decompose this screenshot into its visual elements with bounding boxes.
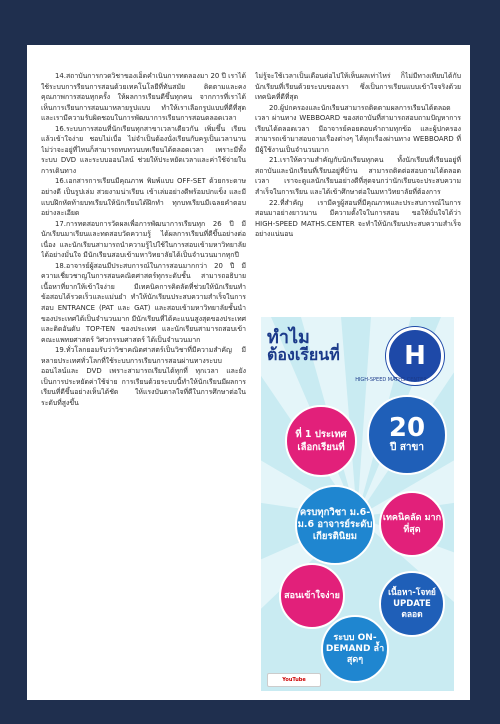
bubble-on-demand-text: ระบบ ON-DEMAND ล้ำสุดๆ: [325, 632, 385, 665]
left-text-column: [41, 71, 246, 699]
paragraph-16b: 16.เอกสารการเรียนมีคุณภาพ พิมพ์แบบ OFF-SET ด้วยกระดาษอย่างดี เป็นรูปเล่ม สวยงามน่าเรียน เข้าเล่มอย่างดีพร้อมปกแข็ง และมีแบบฝึกหัดท้ายบทเรียนให้นักเรียนได้ฝึกทำ ทุกบทเรียนมีเฉลยคำตอบอย่างละเอียด: [41, 177, 246, 218]
paragraph-continued: ไม่รู้จะใช้เวลาเป็นเดือนต่อไปให้เห็นผลเท่าไหร่ ก็ไม่มีทางเทียบได้กับนักเรียนที่เรียนด้วยระบบของเรา ซึ่งเป็นการเรียนแบบเข้าใจจริงด้วยเทคนิคที่ดีที่สุด: [255, 72, 461, 102]
bubble-number-one: [285, 405, 357, 477]
paragraph-20: 20.ผู้ปกครองและนักเรียนสามารถติดตามผลการเรียนได้ตลอดเวลา ผ่านทาง WEBBOARD ของสถาบันที่สามารถสอบถามปัญหาการเรียนได้ตลอดเวลา มีอาจารย์คอยตอบคำถามทุกข้อ และผู้ปกครองสามารถเข้ามาสอบถามเรื่องต่างๆ ได้ทุกเรื่องผ่านทาง WEBBOARD ที่มีผู้ใช้งานเป็นจำนวนมาก: [255, 103, 461, 154]
advertisement: [261, 317, 454, 691]
youtube-logo: [267, 673, 321, 687]
logo-letter: H: [404, 341, 426, 371]
document-page: [27, 45, 470, 700]
bubble-shortcut-text: เทคนิคลัด มากที่สุด: [382, 513, 442, 535]
bubble-easy-text: สอนเข้าใจง่าย: [284, 591, 340, 601]
ad-title: [267, 329, 340, 363]
bubble-update: [379, 571, 445, 637]
paragraph-19: 19.ทั่วโลกยอมรับว่าวิชาคณิตศาสตร์เป็นวิชาที่มีความสำคัญ มีหลายประเทศทั่วโลกที่ใช้ระบบการเรียนการสอนผ่านทางระบบออนไลน์และ DVD เพราะสามารถเรียนได้ทุกที่ ทุกเวลา และยังเป็นการประหยัดค่าใช้จ่าย การเรียนด้วยระบบนี้ทำให้นักเรียนมีผลการเรียนที่ดีขึ้นอย่างเห็นได้ชัด ให้แรงบันดาลใจที่ดีในการศึกษาต่อในระดับที่สูงขึ้น: [41, 346, 246, 407]
paragraph-14: 14.สถาบันการกวดวิชาของเอ็ดคำเนินการทดลองมา 20 ปี เราได้ใช้ระบบการรียนการสอนด้วยเทคโนโลยีที่ทันสมัย ติดตามและคงคุณภาพการสอนทุกครั้ง ให้ผลการเรียนดีขึ้นทุกคน จากการที่เราได้เห็นการเรียนการสอนมาหลายรูปแบบ ทำให้เราเลือกรูปแบบที่ดีที่สุด และเรามีความรับผิดชอบในการพัฒนาการเรียนการสอนตลอดเวลา: [41, 72, 246, 123]
bubble-years-number: 20: [388, 412, 426, 443]
bubble-all-subjects-text: ครบทุกวิชา ม.6-ม.6 อาจารย์ระดับเกียรตินิยม: [297, 507, 373, 542]
paragraph-22: 22.ที่สำคัญ เรามีครูผู้สอนที่มีคุณภาพและประสบการณ์ในการสอนมาอย่างยาวนาน มีความตั้งใจในการสอน ขอให้มั่นใจได้ว่า HIGH-SPEED MATHS.CENTER จะทำให้นักเรียนประสบความสำเร็จอย่างแน่นอน: [255, 198, 461, 239]
bubble-years: [367, 395, 447, 475]
youtube-label: YouTube: [282, 677, 306, 683]
paragraph-16a: 16.ระบบการสอนที่นักเรียนทุกสาขาเวลาเดียวกัน เพิ่มขึ้น เรียนแล้วเข้าใจง่าย ชอบไม่เบื่อ ไม่จำเป็นต้องนั่งเรียนกับครูเป็นเวลานาน ไม่ว่าจะอยู่ที่ไหนก็สามารถทบทวนบทเรียนได้ตลอดเวลา เพราะมีทั้งระบบ DVD และระบบออนไลน์ ช่วยให้ประหยัดเวลาและค่าใช้จ่ายในการเดินทาง: [41, 124, 246, 175]
bubble-on-demand: [321, 615, 389, 683]
paragraph-18: 18.อาจารย์ผู้สอนมีประสบการณ์ในการสอนมากกว่า 20 ปี มีความเชี่ยวชาญในการสอนคณิตศาสตร์ทุกระดับชั้น สามารถอธิบายเนื้อหาที่ยากให้เข้าใจง่าย มีเทคนิคการคิดลัดที่ช่วยให้นักเรียนทำข้อสอบได้รวดเร็วและแม่นยำ ทำให้นักเรียนประสบความสำเร็จในการสอบ ENTRANCE (PAT และ GAT) และสอบเข้ามหาวิทยาลัยชั้นนำของประเทศได้เป็นจำนวนมาก มีนักเรียนที่ได้คะแนนสูงสุดของประเทศ และติดอันดับ TOP-TEN ของประเทศ และนักเรียนสามารถสอบเข้าคณะแพทยศาสตร์ วิศวกรรมศาสตร์ ได้เป็นจำนวนมาก: [41, 261, 246, 344]
bubble-all-subjects: [295, 485, 375, 565]
ad-title-line2: ต้องเรียนที่: [267, 345, 340, 364]
ad-title-line1: ทำไม: [267, 327, 310, 348]
right-text-column: [255, 71, 461, 311]
logo-caption: HIGH-SPEED MATHS.CENTER: [355, 377, 427, 383]
bubble-years-unit: ปี สาขา: [390, 441, 424, 453]
bubble-number-one-text: ที่ 1 ประเทศ เลือกเรียนที่: [295, 429, 347, 453]
paragraph-17: 17.การทดสอบการวัดผลเพื่อการพัฒนาการเรียนทุก 26 ปี มีนักเรียนมาเรียนและทดสอบวัดความรู้ ได้ผลการเรียนที่ดีขึ้นอย่างต่อเนื่อง และนักเรียนสามารถนำความรู้ไปใช้ในการสอบเข้ามหาวิทยาลัยได้อย่างมั่นใจ มีนักเรียนสอบเข้ามหาวิทยาลัยได้เป็นจำนวนมากทุกปี: [41, 219, 246, 260]
bubble-shortcut-techniques: [379, 491, 445, 557]
bubble-easy-teaching: [279, 563, 345, 629]
bubble-update-text: เนื้อหา-โจทย์ UPDATE ตลอด: [388, 587, 436, 620]
paragraph-21: 21.เราให้ความสำคัญกับนักเรียนทุกคน ทั้งนักเรียนที่เรียนอยู่ที่สถาบันและนักเรียนที่เรียนอยู่ที่บ้าน สามารถติดต่อสอบถามได้ตลอดเวลา เราจะดูแลนักเรียนอย่างดีที่สุดจนกว่านักเรียนจะประสบความสำเร็จในการเรียน และได้เข้าศึกษาต่อในมหาวิทยาลัยที่ต้องการ: [255, 156, 461, 197]
